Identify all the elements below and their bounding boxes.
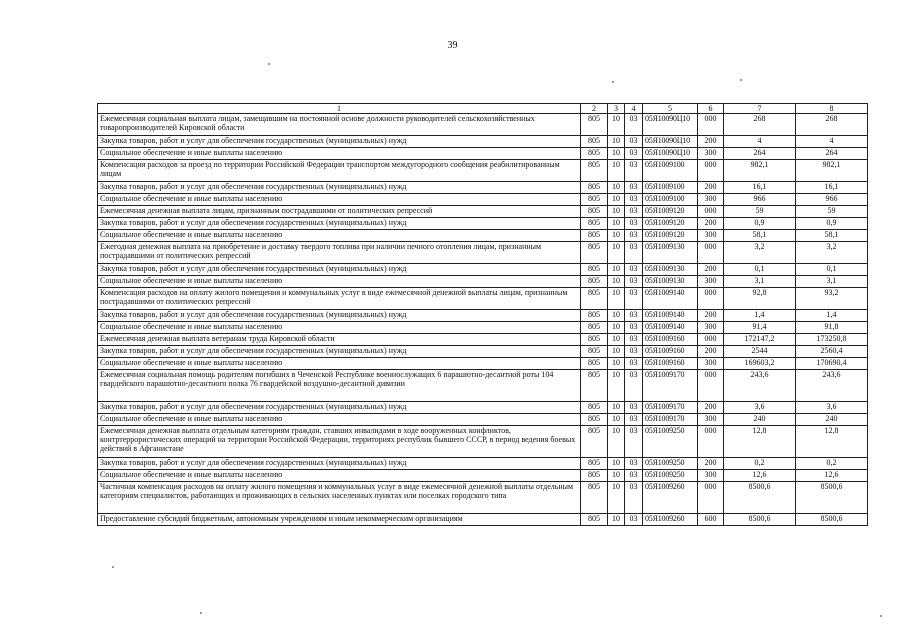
cell-pr: 03 [625,276,643,288]
cell-csr: 05Я1009170 [643,402,698,414]
cell-rz: 10 [608,136,625,148]
cell-value-2: 3,1 [796,276,868,288]
cell-pr: 03 [625,182,643,194]
cell-csr: 05Я1009140 [643,322,698,334]
cell-pr: 03 [625,148,643,160]
header-cell: 2 [581,104,608,114]
cell-pr: 03 [625,358,643,370]
cell-csr: 05Я10090Ц10 [643,148,698,160]
cell-pr: 03 [625,370,643,402]
scan-speck [880,615,882,617]
cell-vr: 000 [698,206,724,218]
cell-value-1: 172147,2 [724,334,796,346]
page-number: 39 [447,40,458,51]
cell-value-2: 982,1 [796,160,868,182]
cell-value-2: 0,1 [796,264,868,276]
cell-vr: 200 [698,310,724,322]
cell-csr: 05Я1009130 [643,264,698,276]
cell-name: Ежегодная денежная выплата на приобретение и доставку твердого топлива при наличии печного отопления лицам, признанным пострадавшими от политических репрессий [98,242,581,264]
cell-csr: 05Я1009120 [643,218,698,230]
cell-vr: 200 [698,264,724,276]
table-row [98,242,868,264]
cell-value-2: 12,6 [796,470,868,482]
cell-rz: 10 [608,182,625,194]
table-row [98,182,868,194]
cell-rz: 10 [608,218,625,230]
budget-table [97,103,868,526]
cell-csr: 05Я1009100 [643,194,698,206]
table-row [98,194,868,206]
cell-value-1: 16,1 [724,182,796,194]
scan-speck [740,79,742,81]
cell-ved: 805 [581,322,608,334]
cell-rz: 10 [608,114,625,136]
header-cell: 4 [625,104,643,114]
cell-pr: 03 [625,194,643,206]
cell-rz: 10 [608,160,625,182]
cell-value-2: 0,2 [796,458,868,470]
cell-vr: 300 [698,470,724,482]
table-row [98,160,868,182]
cell-rz: 10 [608,458,625,470]
cell-ved: 805 [581,148,608,160]
cell-value-1: 59 [724,206,796,218]
header-cell: 3 [608,104,625,114]
cell-value-1: 92,8 [724,288,796,310]
cell-name: Закупка товаров, работ и услуг для обеспечения государственных (муниципальных) нужд [98,218,581,230]
cell-ved: 805 [581,426,608,458]
table-row [98,358,868,370]
cell-vr: 600 [698,514,724,526]
cell-rz: 10 [608,276,625,288]
cell-csr: 05Я10090Ц10 [643,136,698,148]
cell-value-2: 240 [796,414,868,426]
cell-vr: 000 [698,334,724,346]
cell-vr: 200 [698,346,724,358]
cell-value-2: 264 [796,148,868,160]
cell-vr: 200 [698,182,724,194]
cell-name: Ежемесячная социальная помощь родителям погибших в Чеченской Республике военнослужащих 6 парашютно-десантной роты 104 гвардейского парашютно-десантного полка 76 гвардейской воздушно-десантной дивизии [98,370,581,402]
cell-ved: 805 [581,242,608,264]
table-row [98,148,868,160]
cell-name: Социальное обеспечение и иные выплаты населению [98,194,581,206]
cell-ved: 805 [581,136,608,148]
cell-value-2: 93,2 [796,288,868,310]
cell-value-2: 3,6 [796,402,868,414]
cell-rz: 10 [608,482,625,514]
cell-csr: 05Я1009250 [643,470,698,482]
cell-rz: 10 [608,402,625,414]
cell-ved: 805 [581,334,608,346]
cell-ved: 805 [581,470,608,482]
cell-ved: 805 [581,194,608,206]
cell-pr: 03 [625,242,643,264]
header-cell: 5 [643,104,698,114]
cell-vr: 300 [698,276,724,288]
cell-rz: 10 [608,414,625,426]
cell-ved: 805 [581,206,608,218]
cell-name: Ежемесячная социальная выплата лицам, замещавшим на постоянной основе должности руководителей сельскохозяйственных товаропроизводителей Кировской области [98,114,581,136]
cell-ved: 805 [581,218,608,230]
cell-pr: 03 [625,346,643,358]
cell-vr: 200 [698,218,724,230]
cell-ved: 805 [581,276,608,288]
table-row [98,264,868,276]
table-row [98,414,868,426]
table-row [98,458,868,470]
scan-speck [200,612,202,614]
cell-value-2: 3,2 [796,242,868,264]
cell-csr: 05Я1009160 [643,358,698,370]
cell-pr: 03 [625,402,643,414]
cell-rz: 10 [608,264,625,276]
cell-ved: 805 [581,288,608,310]
table-row [98,402,868,414]
cell-pr: 03 [625,136,643,148]
cell-pr: 03 [625,426,643,458]
scan-speck [112,566,114,568]
cell-csr: 05Я1009100 [643,160,698,182]
cell-value-2: 8500,6 [796,514,868,526]
cell-rz: 10 [608,514,625,526]
cell-vr: 000 [698,426,724,458]
cell-vr: 300 [698,194,724,206]
cell-name: Закупка товаров, работ и услуг для обеспечения государственных (муниципальных) нужд [98,182,581,194]
cell-rz: 10 [608,310,625,322]
cell-vr: 300 [698,414,724,426]
cell-vr: 000 [698,370,724,402]
cell-pr: 03 [625,414,643,426]
table-row [98,514,868,526]
header-cell: 8 [796,104,868,114]
cell-ved: 805 [581,182,608,194]
cell-vr: 200 [698,402,724,414]
header-row [98,104,868,114]
cell-pr: 03 [625,458,643,470]
cell-name: Компенсация расходов на оплату жилого помещения и коммунальных услуг в виде ежемесячной денежной выплаты лицам, признанным пострадавшими от политических репрессий [98,288,581,310]
cell-vr: 300 [698,322,724,334]
header-cell: 1 [98,104,581,114]
cell-vr: 000 [698,160,724,182]
cell-value-1: 8500,6 [724,514,796,526]
table-row [98,322,868,334]
cell-pr: 03 [625,114,643,136]
table-row [98,230,868,242]
cell-value-2: 8500,6 [796,482,868,514]
table-row [98,482,868,514]
cell-value-2: 16,1 [796,182,868,194]
cell-pr: 03 [625,230,643,242]
cell-rz: 10 [608,322,625,334]
cell-value-1: 268 [724,114,796,136]
cell-ved: 805 [581,346,608,358]
cell-csr: 05Я1009250 [643,426,698,458]
cell-ved: 805 [581,482,608,514]
cell-pr: 03 [625,482,643,514]
cell-name: Предоставление субсидий бюджетным, автономным учреждениям и иным некоммерческим организациям [98,514,581,526]
cell-vr: 200 [698,136,724,148]
cell-pr: 03 [625,310,643,322]
cell-csr: 05Я1009140 [643,288,698,310]
cell-pr: 03 [625,264,643,276]
cell-rz: 10 [608,242,625,264]
cell-value-1: 58,1 [724,230,796,242]
cell-value-2: 59 [796,206,868,218]
cell-rz: 10 [608,206,625,218]
cell-name: Закупка товаров, работ и услуг для обеспечения государственных (муниципальных) нужд [98,264,581,276]
cell-name: Закупка товаров, работ и услуг для обеспечения государственных (муниципальных) нужд [98,458,581,470]
cell-value-1: 169603,2 [724,358,796,370]
cell-value-1: 0,2 [724,458,796,470]
cell-name: Ежемесячная денежная выплата ветеранам труда Кировской области [98,334,581,346]
scan-speck [612,81,614,83]
cell-rz: 10 [608,230,625,242]
cell-rz: 10 [608,194,625,206]
cell-csr: 05Я1009120 [643,206,698,218]
cell-name: Социальное обеспечение и иные выплаты населению [98,414,581,426]
cell-csr: 05Я1009140 [643,310,698,322]
cell-name: Ежемесячная денежная выплата лицам, признанным пострадавшими от политических репрессий [98,206,581,218]
cell-name: Закупка товаров, работ и услуг для обеспечения государственных (муниципальных) нужд [98,136,581,148]
cell-value-2: 1,4 [796,310,868,322]
cell-pr: 03 [625,514,643,526]
cell-csr: 05Я1009170 [643,414,698,426]
cell-ved: 805 [581,358,608,370]
cell-value-2: 243,6 [796,370,868,402]
cell-rz: 10 [608,470,625,482]
cell-name: Частичная компенсация расходов на оплату жилого помещения и коммунальных услуг в виде ежемесячной денежной выплаты отдельным категориям специалистов, работающих и проживающих в сельских населенных пунктах или поселках городского типа [98,482,581,514]
cell-value-1: 2544 [724,346,796,358]
cell-ved: 805 [581,160,608,182]
cell-name: Компенсация расходов за проезд по территории Российской Федерации транспортом междугородного сообщения реабилитированным лицам [98,160,581,182]
cell-value-2: 91,8 [796,322,868,334]
cell-value-2: 58,1 [796,230,868,242]
table-row [98,470,868,482]
cell-value-2: 268 [796,114,868,136]
cell-value-1: 3,6 [724,402,796,414]
cell-csr: 05Я1009160 [643,334,698,346]
cell-rz: 10 [608,370,625,402]
cell-value-2: 173250,8 [796,334,868,346]
cell-ved: 805 [581,114,608,136]
cell-ved: 805 [581,230,608,242]
cell-csr: 05Я1009130 [643,276,698,288]
cell-value-2: 0,9 [796,218,868,230]
cell-name: Социальное обеспечение и иные выплаты населению [98,322,581,334]
cell-name: Социальное обеспечение и иные выплаты населению [98,276,581,288]
table-row [98,334,868,346]
cell-value-1: 3,2 [724,242,796,264]
table-row [98,310,868,322]
header-cell: 6 [698,104,724,114]
table-row [98,114,868,136]
cell-csr: 05Я1009170 [643,370,698,402]
cell-vr: 300 [698,148,724,160]
cell-csr: 05Я1009100 [643,182,698,194]
cell-ved: 805 [581,414,608,426]
cell-vr: 200 [698,458,724,470]
table-row [98,288,868,310]
cell-name: Социальное обеспечение и иные выплаты населению [98,148,581,160]
cell-value-2: 2560,4 [796,346,868,358]
cell-name: Социальное обеспечение и иные выплаты населению [98,470,581,482]
cell-pr: 03 [625,334,643,346]
cell-vr: 000 [698,242,724,264]
cell-csr: 05Я1009160 [643,346,698,358]
cell-csr: 05Я1009120 [643,230,698,242]
cell-value-1: 3,1 [724,276,796,288]
cell-csr: 05Я1009260 [643,514,698,526]
cell-value-1: 12,8 [724,426,796,458]
cell-ved: 805 [581,310,608,322]
cell-name: Социальное обеспечение и иные выплаты населению [98,358,581,370]
cell-rz: 10 [608,426,625,458]
table-row [98,136,868,148]
scan-speck [268,63,270,65]
table-row [98,276,868,288]
cell-rz: 10 [608,148,625,160]
cell-value-2: 966 [796,194,868,206]
cell-value-1: 0,1 [724,264,796,276]
cell-value-1: 8500,6 [724,482,796,514]
cell-pr: 03 [625,206,643,218]
cell-value-1: 12,6 [724,470,796,482]
table-row [98,206,868,218]
header-cell: 7 [724,104,796,114]
cell-csr: 05Я1009260 [643,482,698,514]
cell-rz: 10 [608,288,625,310]
cell-value-1: 966 [724,194,796,206]
cell-csr: 05Я10090Ц10 [643,114,698,136]
cell-vr: 300 [698,230,724,242]
cell-value-1: 91,4 [724,322,796,334]
cell-vr: 300 [698,358,724,370]
cell-vr: 000 [698,482,724,514]
cell-csr: 05Я1009250 [643,458,698,470]
cell-pr: 03 [625,218,643,230]
cell-value-1: 240 [724,414,796,426]
cell-value-1: 0,9 [724,218,796,230]
cell-rz: 10 [608,358,625,370]
cell-value-1: 243,6 [724,370,796,402]
cell-value-2: 4 [796,136,868,148]
cell-rz: 10 [608,346,625,358]
cell-pr: 03 [625,470,643,482]
table-row [98,426,868,458]
cell-value-1: 264 [724,148,796,160]
cell-value-1: 1,4 [724,310,796,322]
cell-value-2: 170690,4 [796,358,868,370]
cell-pr: 03 [625,288,643,310]
cell-csr: 05Я1009130 [643,242,698,264]
cell-name: Закупка товаров, работ и услуг для обеспечения государственных (муниципальных) нужд [98,346,581,358]
cell-ved: 805 [581,514,608,526]
cell-ved: 805 [581,264,608,276]
table-row [98,370,868,402]
cell-value-1: 982,1 [724,160,796,182]
cell-rz: 10 [608,334,625,346]
cell-pr: 03 [625,322,643,334]
cell-value-2: 12,8 [796,426,868,458]
cell-vr: 000 [698,288,724,310]
cell-name: Закупка товаров, работ и услуг для обеспечения государственных (муниципальных) нужд [98,310,581,322]
cell-ved: 805 [581,458,608,470]
cell-name: Закупка товаров, работ и услуг для обеспечения государственных (муниципальных) нужд [98,402,581,414]
cell-name: Социальное обеспечение и иные выплаты населению [98,230,581,242]
cell-ved: 805 [581,370,608,402]
cell-pr: 03 [625,160,643,182]
table-row [98,346,868,358]
table-row [98,218,868,230]
cell-ved: 805 [581,402,608,414]
cell-vr: 000 [698,114,724,136]
cell-name: Ежемесячная денежная выплата отдельным категориям граждан, ставших инвалидами в ходе вооруженных конфликтов, контртеррористических операций на территории Российской Федерации, территориях республик бывшего СССР, в период ведения боевых действий в Афганистане [98,426,581,458]
cell-value-1: 4 [724,136,796,148]
